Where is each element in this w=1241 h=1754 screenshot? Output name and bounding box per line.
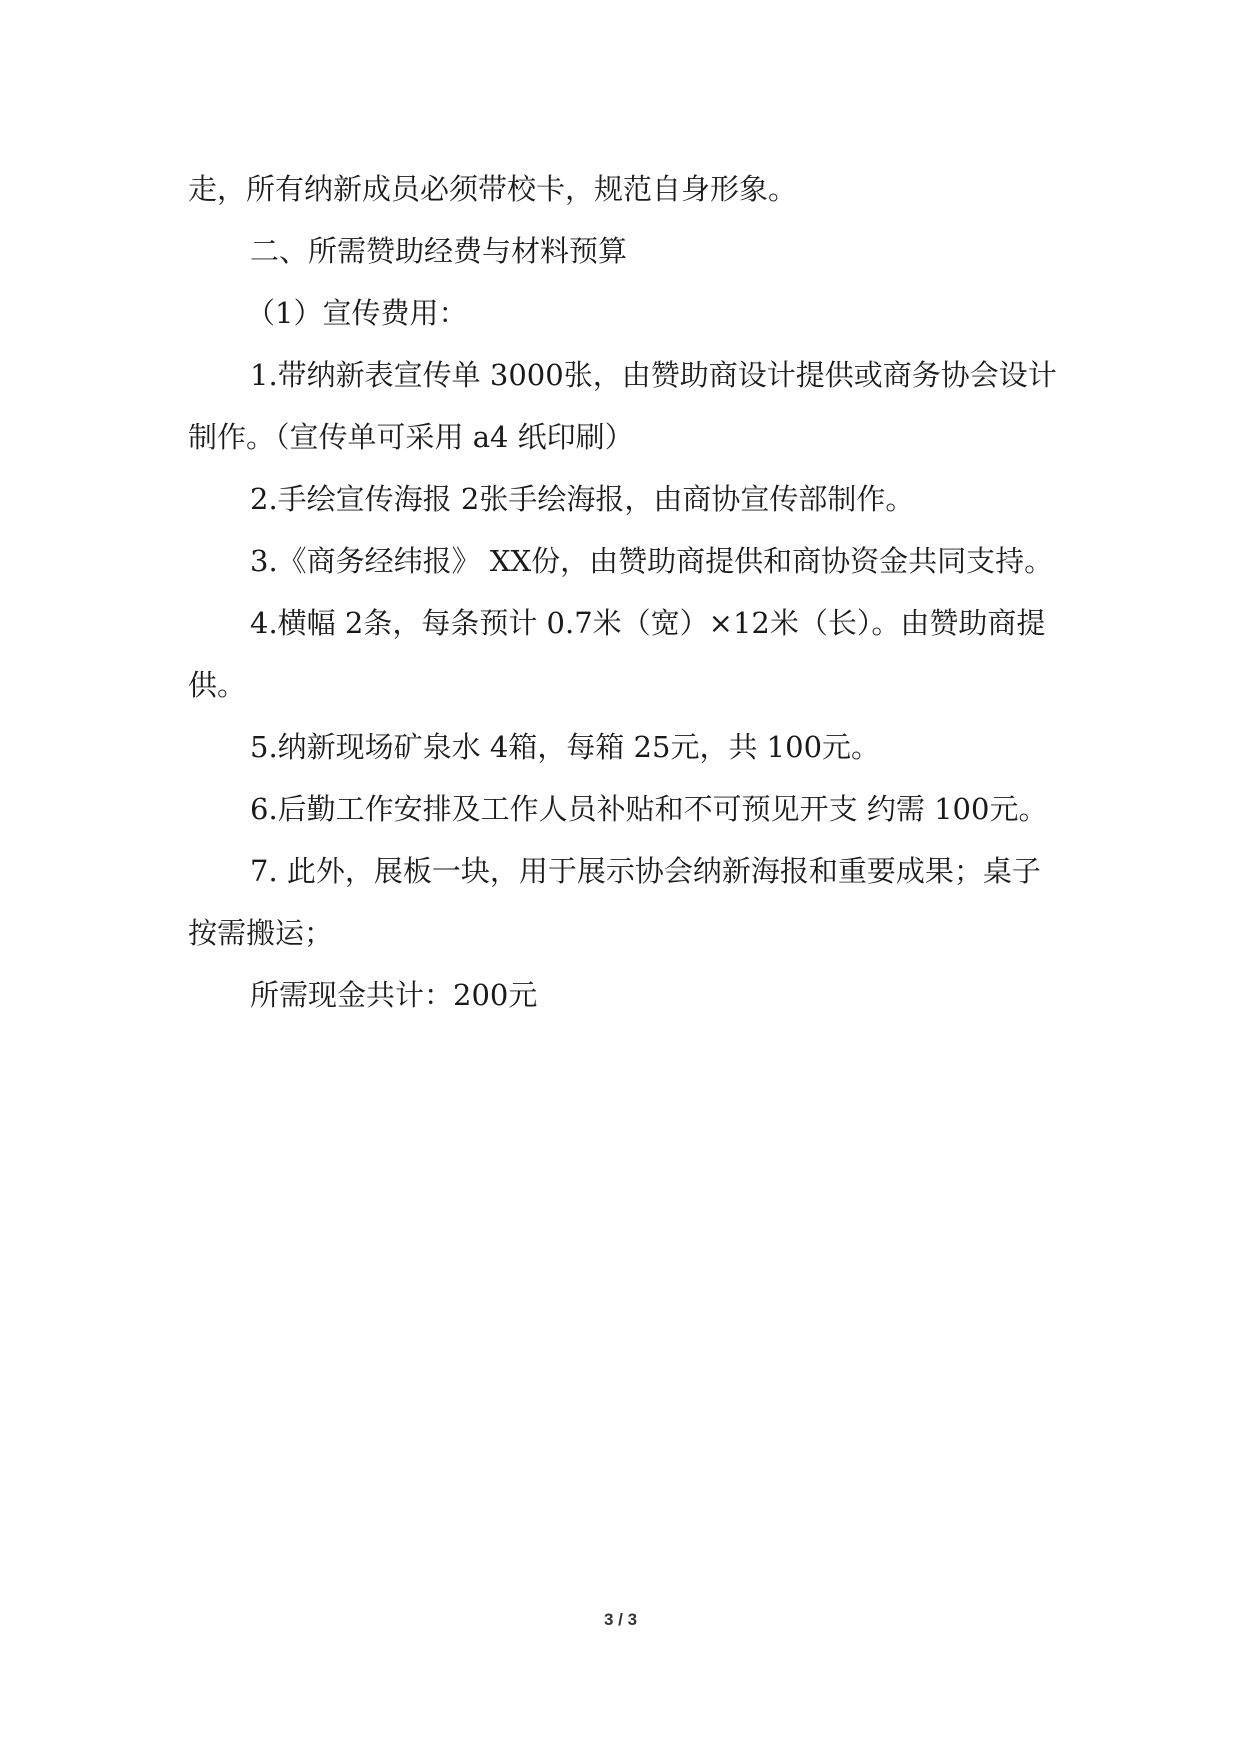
page-number: 3 / 3 xyxy=(603,1610,638,1629)
list-item-5: 5.纳新现场矿泉水 4箱，每箱 25元，共 100元。 xyxy=(250,730,881,764)
paragraph-continuation: 走，所有纳新成员必须带校卡，规范自身形象。 xyxy=(188,172,798,206)
list-item-2: 2.手绘宣传海报 2张手绘海报，由商协宣传部制作。 xyxy=(250,482,915,516)
subsection-heading-publicity: （1）宣传费用： xyxy=(246,296,468,330)
list-item-6: 6.后勤工作安排及工作人员补贴和不可预见开支 约需 100元。 xyxy=(250,792,1048,826)
list-item-7: 7. 此外，展板一块，用于展示协会纳新海报和重要成果；桌子按需搬运； xyxy=(188,854,1041,950)
list-item-3: 3.《商务经纬报》 XX份，由赞助商提供和商协资金共同支持。 xyxy=(250,544,1054,578)
document-body xyxy=(188,158,1068,1026)
section-heading-budget: 二、所需赞助经费与材料预算 xyxy=(250,234,628,268)
list-item-1: 1.带纳新表宣传单 3000张，由赞助商设计提供或商务协会设计制作。（宣传单可采用 a4 纸印刷） xyxy=(188,358,1057,454)
total-cash-line: 所需现金共计：200元 xyxy=(250,978,538,1012)
list-item-4: 4.横幅 2条，每条预计 0.7米（宽）×12米（长）。由赞助商提供。 xyxy=(188,606,1046,702)
